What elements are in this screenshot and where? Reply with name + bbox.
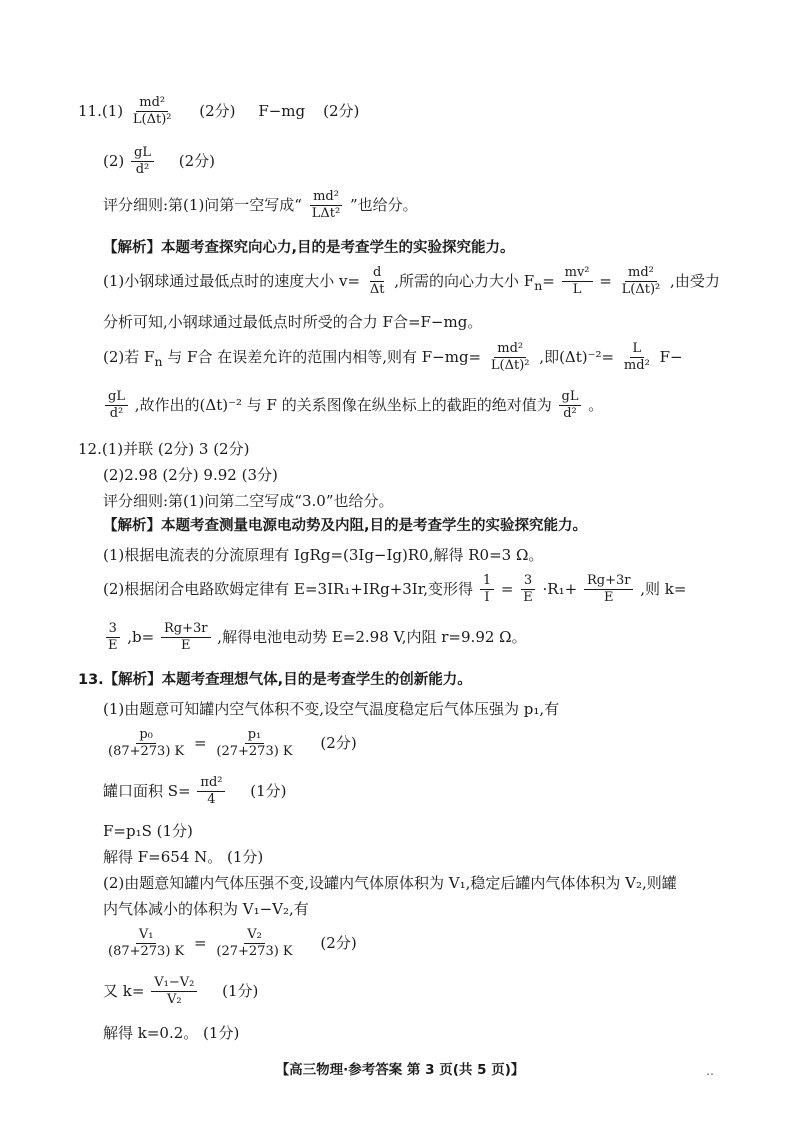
q13-analysis-heading: 13.【解析】本题考查理想气体,目的是考查学生的创新能力。 [78,672,472,688]
q13-analysis-1: (1)由题意可知罐内空气体积不变,设空气温度稳定后气体压强为 p₁,有 [103,700,560,718]
q13-equation-2: 罐口面积 S= $\frac{\text{πd²}}{4}$ (1分) [103,775,287,808]
q11-part1: 11.(1) $\frac{\text{md²}}{\text{L(Δt)²}}$ (2分) F−mg (2分) [78,95,360,128]
q12-grading-rule: 评分细则:第(1)问第二空写成“3.0”也给分。 [103,492,394,510]
q12-analysis-1: (1)根据电流表的分流原理有 IgRg=(3Ig−Ig)R0,解得 R0=3 Ω。 [103,546,544,564]
q13-analysis-2: (2)由题意知罐内气体压强不变,设罐内气体原体积为 V₁,稳定后罐内气体体积为 V₂,则罐 [103,874,677,892]
q13-equation-7: 解得 k=0.2。 (1分) [103,1024,240,1042]
q12-part2: (2)2.98 (2分) 9.92 (3分) [103,466,278,484]
q13-equation-1: $\frac{\text{p₀}}{(87+273) K}$ = $\frac{\text{p₁}}{(27+273) K}$ (2分) [108,727,357,760]
q12-analysis-2: (2)根据闭合电路欧姆定律有 E=3IR₁+IRg+3Ir,变形得 $\frac{1}{I}$ = $\frac{3}{E}$ ·R₁+ $\frac{Rg+3r}{E}$ ,则 k= [103,573,687,606]
q13-equation-6: 又 k= $\frac{\text{V₁−V₂}}{\text{V₂}}$ (1分) [103,975,259,1008]
q13-equation-4: 解得 F=654 N。 (1分) [103,848,264,866]
q12-part1: 12.(1)并联 (2分) 3 (2分) [78,440,250,458]
q11-part2: (2) $\frac{gL}{\text{d²}}$ (2分) [103,145,216,178]
q13-equation-5: $\frac{\text{V₁}}{(87+273) K}$ = $\frac{\text{V₂}}{(27+273) K}$ (2分) [108,927,357,960]
fraction: $\frac{\text{md²}}{\text{L(Δt)²}}$ [132,95,172,128]
q11-analysis-1: (1)小钢球通过最低点时的速度大小 v= $\frac{d}{\Delta t}$ ,所需的向心力大小 $F_n=$ $\frac{\text{mv²}}{L}$ = $\frac{\text{md²}}{\text{L(Δt)²}}$ ,由受力 [103,265,720,298]
q12-analysis-heading: 【解析】本题考查测量电源电动势及内阻,目的是考查学生的实验探究能力。 [103,518,588,534]
q11-analysis-heading: 【解析】本题考查探究向心力,目的是考查学生的实验探究能力。 [103,240,515,256]
corner-mark: ‥ [706,1064,715,1078]
page-footer: 【高三物理·参考答案 第 3 页(共 5 页)】 [275,1062,525,1078]
q11-grading-rule: 评分细则:第(1)问第一空写成“ $\frac{\text{md²}}{\text{LΔt²}}$ ”也给分。 [103,189,418,222]
q11-analysis-2b: $\frac{gL}{\text{d²}}$ ,故作出的(Δt)⁻² 与 F 的关系图像在纵坐标上的截距的绝对值为 $\frac{gL}{\text{d²}}$ 。 [103,390,603,422]
q11-analysis-2: (2)若 $F_n$ 与 F合 在误差允许的范围内相等,则有 F−mg= $\frac{\text{md²}}{\text{L(Δt)²}}$ ,即(Δt)⁻²= $\frac{L}{\text{md²}}$ F− [103,341,683,374]
q11-analysis-1b: 分析可知,小钢球通过最低点时所受的合力 F合=F−mg。 [103,313,483,331]
q13-analysis-2b: 内气体减小的体积为 V₁−V₂,有 [103,900,309,918]
q13-equation-3: F=p₁S (1分) [103,822,193,840]
q12-analysis-2b: $\frac{3}{E}$ ,b= $\frac{Rg+3r}{E}$ ,解得电池电动势 E=2.98 V,内阻 r=9.92 Ω。 [103,622,527,654]
